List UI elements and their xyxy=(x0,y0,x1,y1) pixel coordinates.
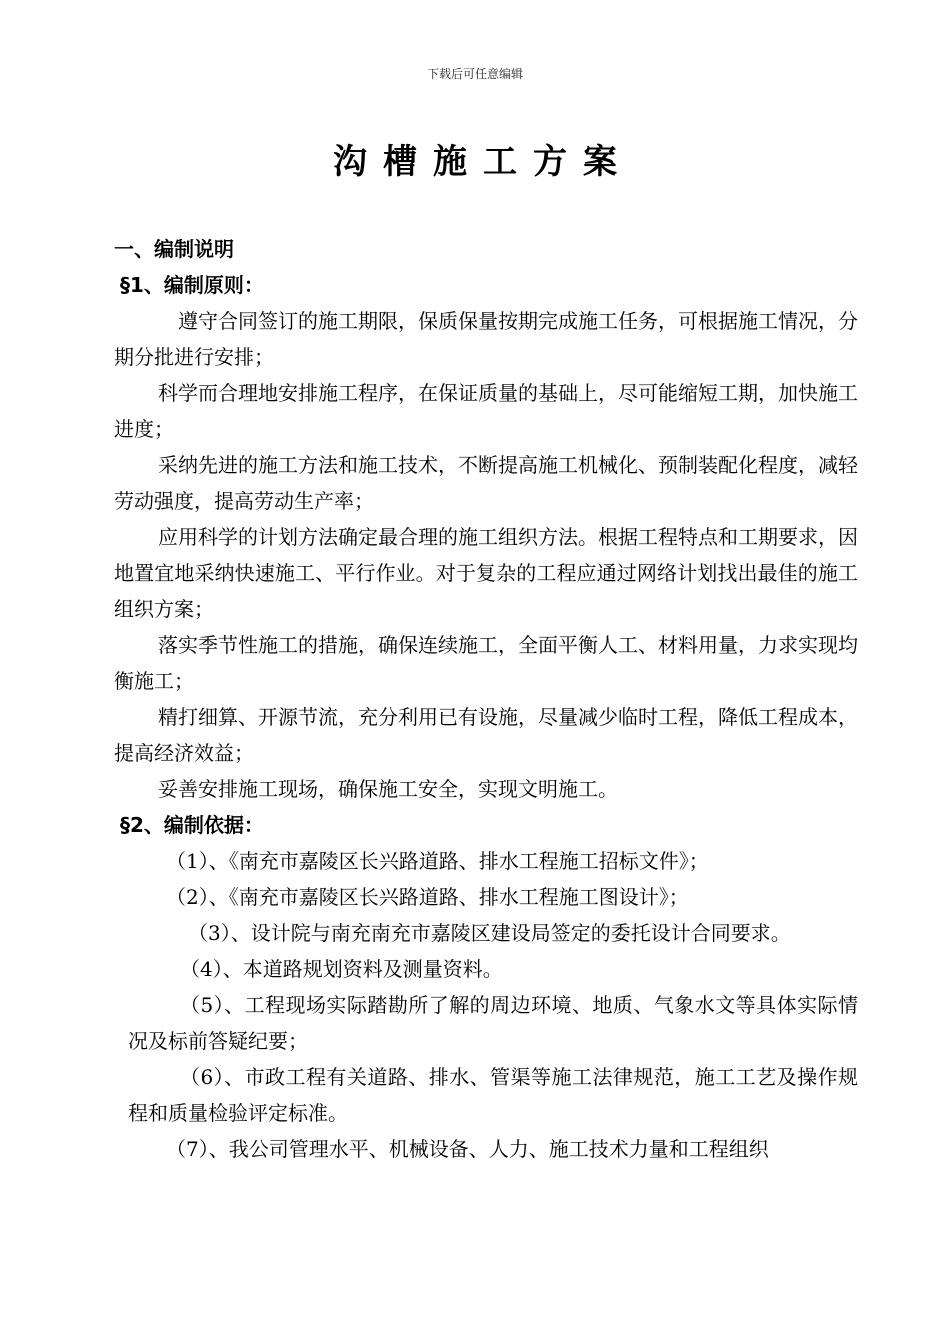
header-note: 下载后可任意编辑 xyxy=(426,67,523,81)
basis-item: （1）、《南充市嘉陵区长兴路道路、排水工程施工招标文件》； xyxy=(166,849,709,873)
basis-item: （2）、《南充市嘉陵区长兴路道路、排水工程施工图设计》； xyxy=(166,885,689,909)
principle-paragraph: 科学而合理地安排施工程序，在保证质量的基础上，尽可能缩短工期，加快施工进度； xyxy=(114,381,858,441)
principle-paragraph: 落实季节性施工的措施，确保连续施工，全面平衡人工、材料用量，力求实现均衡施工； xyxy=(114,633,858,693)
basis-item: （7）、我公司管理水平、机械设备、人力、施工技术力量和工程组织 xyxy=(166,1137,769,1161)
principle-paragraph: 精打细算、开源节流，充分利用已有设施，尽量减少临时工程，降低工程成本，提高经济效益； xyxy=(114,705,858,765)
basis-item: （3）、设计院与南充南充市嘉陵区建设局签定的委托设计合同要求。 xyxy=(188,921,791,945)
basis-item: （6）、市政工程有关道路、排水、管渠等施工法律规范，施工工艺及操作规程和质量检验评定标准。 xyxy=(128,1065,858,1125)
principle-paragraph: 妥善安排施工现场，确保施工安全，实现文明施工。 xyxy=(158,777,618,801)
basis-item: （4）、本道路规划资料及测量资料。 xyxy=(180,957,503,981)
principle-paragraph: 应用科学的计划方法确定最合理的施工组织方法。根据工程特点和工期要求，因地置宜地采纳快速施工、平行作业。对于复杂的工程应通过网络计划找出最佳的施工组织方案； xyxy=(114,525,858,621)
basis-item: （5）、工程现场实际踏勘所了解的周边环境、地质、气象水文等具体实际情况及标前答疑纪要； xyxy=(128,993,858,1053)
subsection-heading-basis: §2、编制依据： xyxy=(120,813,264,837)
document-body xyxy=(114,231,858,1167)
document-title: 沟槽施工方案 xyxy=(333,142,633,182)
principle-paragraph: 遵守合同签订的施工期限，保质保量按期完成施工任务，可根据施工情况，分期分批进行安排； xyxy=(114,309,858,369)
subsection-heading-principles: §1、编制原则： xyxy=(120,273,264,297)
section-heading: 一、编制说明 xyxy=(114,237,234,261)
principle-paragraph: 采纳先进的施工方法和施工技术，不断提高施工机械化、预制装配化程度，减轻劳动强度，提高劳动生产率； xyxy=(114,453,858,513)
